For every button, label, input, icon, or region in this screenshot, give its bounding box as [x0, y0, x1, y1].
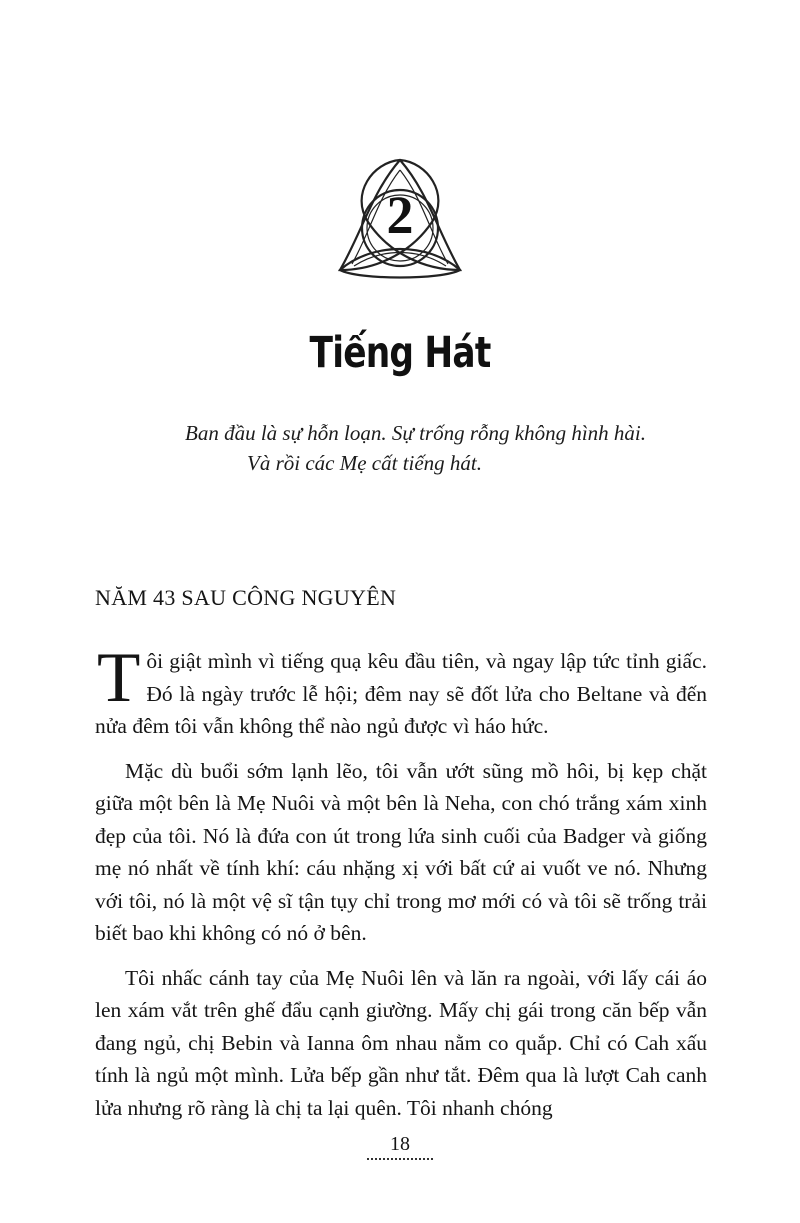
- paragraph-3: Tôi nhấc cánh tay của Mẹ Nuôi lên và lăn ra ngoài, với lấy cái áo len xám vắt trên ghế đẩu cạnh giường. Mấy chị gái trong căn bếp vẫn đang ngủ, chị Bebin và Ianna ôm nhau nằm co quắp. Chỉ có Cah xấu tính là ngủ một mình. Lửa bếp gần như tắt. Đêm qua là lượt Cah canh lửa nhưng rõ ràng là chị ta lại quên. Tôi nhanh chóng: [95, 965, 707, 1120]
- epigraph-line-2: Và rồi các Mẹ cất tiếng hát.: [247, 451, 483, 475]
- paragraph-2: Mặc dù buổi sớm lạnh lẽo, tôi vẫn ướt sũng mồ hôi, bị kẹp chặt giữa một bên là Mẹ Nuôi và một bên là Neha, con chó trắng xám xinh đẹp của tôi. Nó là đứa con út trong lứa sinh cuối của Badger và giống mẹ nó nhất về tính khí: cáu nhặng xị với bất cứ ai vuốt ve nó. Nhưng với tôi, nó là một vệ sĩ tận tụy chỉ trong mơ mới có và tôi sẽ trống trải biết bao khi không có nó ở bên.: [95, 758, 707, 945]
- epigraph: [150, 418, 710, 478]
- page-number-dotted-rule: [367, 1158, 433, 1160]
- paragraph-1: [95, 639, 707, 743]
- epigraph-line-1: Ban đầu là sự hỗn loạn. Sự trống rỗng không hình hài.: [185, 421, 646, 445]
- section-heading: NĂM 43 SAU CÔNG NGUYÊN: [95, 585, 397, 610]
- page-number: 18: [390, 1133, 410, 1155]
- paragraph-1-text: ôi giật mình vì tiếng quạ kêu đầu tiên, và ngay lập tức tỉnh giấc. Đó là ngày trước lễ hội; đêm nay sẽ đốt lửa cho Beltane và đến nửa đêm tôi vẫn không thể nào ngủ được vì háo hức.: [95, 649, 707, 738]
- chapter-number: 2: [386, 185, 414, 245]
- drop-cap: T: [97, 639, 141, 717]
- chapter-title: Tiếng Hát: [309, 328, 491, 378]
- body-text: [95, 639, 707, 1136]
